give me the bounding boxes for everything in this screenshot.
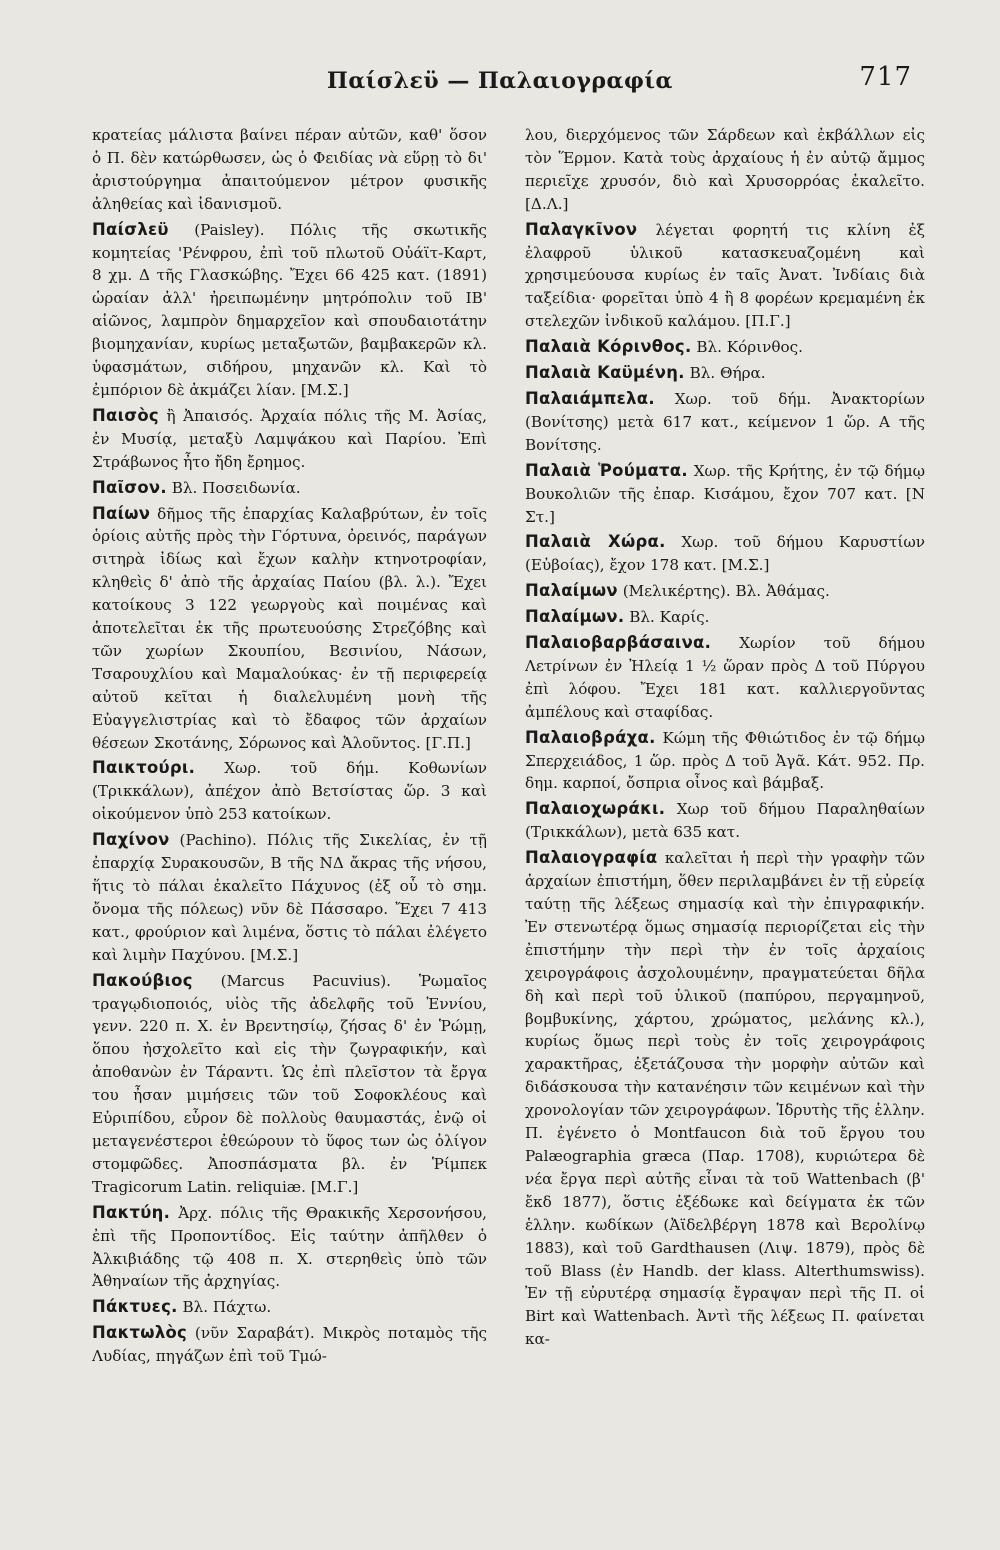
entry-text: Χωρ. τοῦ δήμ. Ἀνακτορίων (Βονίτσης) μετὰ 617 κατ., κείμενον 1 ὥρ. Α τῆς Βονίτσης. bbox=[525, 389, 926, 454]
dictionary-entry bbox=[525, 606, 925, 629]
entry-text: (Μελικέρτης). Βλ. Ἀθάμας. bbox=[622, 582, 830, 601]
dictionary-entry bbox=[92, 503, 487, 755]
entry-headword: Παλαιὰ Χώρα. bbox=[525, 532, 666, 552]
entry-headword: Παχίνον bbox=[92, 830, 170, 850]
dictionary-entry bbox=[92, 1202, 487, 1294]
dictionary-entry bbox=[525, 531, 925, 577]
entry-text: Χωρίον τοῦ δήμου Λετρίνων ἐν Ἠλείᾳ 1 ½ ὥραν πρὸς Δ τοῦ Πύργου ἐπὶ λόφου. Ἔχει 181 κατ. καλλιεργοῦντας ἀμπέλους καὶ σταφίδας. bbox=[525, 634, 925, 721]
entry-headword: Παίων bbox=[92, 503, 151, 523]
dictionary-entry bbox=[525, 124, 925, 216]
dictionary-entry bbox=[525, 847, 925, 1351]
dictionary-entry bbox=[525, 632, 925, 724]
entry-text: ἢ Ἀπαισός. Ἀρχαία πόλις τῆς Μ. Ἀσίας, ἐν Μυσίᾳ, μεταξὺ Λαμψάκου καὶ Παρίου. Ἐπὶ Στράβωνος ἦτο ἤδη ἔρημος. bbox=[92, 406, 487, 471]
entry-text: (Marcus Pacuvius). Ῥωμαῖος τραγῳδιοποιός, υἱὸς τῆς ἀδελφῆς τοῦ Ἐννίου, γενν. 220 π. Χ. ἐν Βρεντησίῳ, ζήσας δ' ἐν Ῥώμῃ, ὅπου ἠσχολεῖτο καὶ εἰς τὴν ζωγραφικήν, καὶ ἀποθανὼν ἐν Τάραντι. Ὡς ἐπὶ πλεῖστον τὰ ἔργα του ἦσαν μιμήσεις τῶν τοῦ Σοφοκλέους καὶ Εὐριπίδου, εὗρον δὲ πολλοὺς θαυμαστάς, ἐνῷ οἱ μεταγενέστεροι ἐθεώρουν τὸ ὕφος των ὡς ὀλίγον στομφῶδες. Ἀποσπάσματα βλ. ἐν Ῥίμπεκ Tragicorum Latin. reliquiæ. [Μ.Γ.] bbox=[92, 971, 487, 1196]
entry-headword: Πακτωλὸς bbox=[92, 1323, 188, 1343]
right-column bbox=[525, 124, 925, 1354]
dictionary-entry bbox=[525, 336, 925, 359]
dictionary-entry bbox=[92, 1296, 487, 1319]
dictionary-entry bbox=[92, 970, 487, 1199]
entry-headword: Παλαιογραφία bbox=[525, 848, 658, 868]
entry-text: (Pachino). Πόλις τῆς Σικελίας, ἐν τῇ ἐπαρχίᾳ Συρακουσῶν, Β τῆς ΝΔ ἄκρας τῆς νήσου, ἥτις τὸ πάλαι ἐκαλεῖτο Πάχυνος (ἐξ οὗ τὸ σημ. ὄνομα τῆς πόλεως) νῦν δὲ Πάσσαρο. Ἔχει 7 413 κατ., φρούριον καὶ λιμένα, ὅστις τὸ πάλαι ἐλέγετο καὶ λιμὴν Παχύνου. [Μ.Σ.] bbox=[92, 831, 487, 964]
entry-text: Χωρ τοῦ δήμου Παραληθαίων (Τρικκάλων), μετὰ 635 κατ. bbox=[525, 800, 925, 842]
entry-headword: Παλαίμων bbox=[525, 581, 618, 601]
page-number: 717 bbox=[859, 62, 912, 92]
entry-headword: Παλαίμων. bbox=[525, 607, 625, 627]
dictionary-entry bbox=[92, 477, 487, 500]
dictionary-entry bbox=[525, 798, 925, 844]
entry-text: Βλ. Κόρινθος. bbox=[696, 338, 803, 357]
dictionary-entry bbox=[525, 362, 925, 385]
entry-headword: Παλαγκῖνον bbox=[525, 219, 638, 239]
entry-text: Βλ. Καρίς. bbox=[629, 608, 710, 627]
running-title: Παίσλεϋ — Παλαιογραφία bbox=[327, 68, 673, 94]
dictionary-entry bbox=[525, 580, 925, 603]
entry-headword: Πακτύη. bbox=[92, 1202, 171, 1222]
entry-text: Ἀρχ. πόλις τῆς Θρακικῆς Χερσονήσου, ἐπὶ τῆς Προποντίδος. Εἰς ταύτην ἀπῆλθεν ὁ Ἀλκιβιάδης τῷ 408 π. Χ. στερηθεὶς ὑπὸ τῶν Ἀθηναίων τῆς ἀρχηγίας. bbox=[92, 1203, 488, 1291]
entry-text: κρατείας μάλιστα βαίνει πέραν αὐτῶν, καθ' ὅσον ὁ Π. δὲν κατώρθωσεν, ὡς ὁ Φειδίας νὰ εὕρῃ τὸ δι' ἀριστούργημα ἀπαιτούμενον μέτρον φυσικῆς ἀληθείας καὶ ἰδανισμοῦ. bbox=[92, 126, 487, 213]
entry-text: (Paisley). Πόλις τῆς σκωτικῆς κομητείας 'Ρένφρου, ἐπὶ τοῦ πλωτοῦ Οὐάϊτ-Καρτ, 8 χμ. Δ τῆς Γλασκώβης. Ἔχει 66 425 κατ. (1891) ὡραίαν ἀλλ' ἠρειπωμένην μητρόπολιν τοῦ ΙΒ' αἰῶνος, λαμπρὸν δημαρχεῖον καὶ σπουδαιοτάτην βιομηχανίαν, κυρίως μεταξωτῶν, βαμβακερῶν κλ. ὑφασμάτων, σιδήρου, μηχανῶν κλ. Καὶ τὸ ἐμπόριον δὲ ἀκμάζει λίαν. [Μ.Σ.] bbox=[92, 220, 487, 399]
dictionary-entry bbox=[525, 219, 925, 334]
entry-headword: Παλαιοχωράκι. bbox=[525, 799, 666, 819]
entry-text: δῆμος τῆς ἐπαρχίας Καλαβρύτων, ἐν τοῖς ὁρίοις αὐτῆς πρὸς τὴν Γόρτυνα, ὀρεινός, παράγων σιτηρὰ ἰδίως καὶ ἔχων καλὴν κτηνοτροφίαν, κληθεὶς δ' ἀπὸ τῆς ἀρχαίας Παίου (βλ. λ.). Ἔχει κατοίκους 3 122 γεωργοὺς καὶ ποιμένας καὶ ἀποτελεῖται ἐκ τῆς πρωτευούσης Στρεζόβης καὶ τῶν χωρίων Σκουπίου, Βεσινίου, Νάσων, Τσαρουχλίου καὶ Μαμαλούκας· ἐν τῇ περιφερείᾳ αὐτοῦ κεῖται ἡ διαλελυμένη μονὴ τῆς Εὐαγγελιστρίας καὶ τὸ ἔδαφος τῶν ἀρχαίων θέσεων Σκοτάνης, Σόρωνος καὶ Ἀλοῦντος. [Γ.Π.] bbox=[92, 504, 487, 752]
entry-text: Βλ. Θήρα. bbox=[689, 364, 766, 383]
entry-headword: Παῖσον. bbox=[92, 477, 167, 497]
entry-headword: Πάκτυες. bbox=[92, 1297, 178, 1317]
dictionary-entry bbox=[525, 388, 925, 457]
dictionary-entry bbox=[92, 829, 487, 966]
entry-text: Κώμη τῆς Φθιώτιδος ἐν τῷ δήμῳ Σπερχειάδος, 1 ὥρ. πρὸς Δ τοῦ Ἀγᾶ. Κάτ. 952. Πρ. δημ. καρποί, ὄσπρια οἶνος καὶ βάμβαξ. bbox=[525, 728, 925, 793]
entry-text: Χωρ. τοῦ δήμου Καρυστίων (Εὐβοίας), ἔχον 178 κατ. [Μ.Σ.] bbox=[525, 533, 925, 575]
dictionary-entry bbox=[92, 1322, 487, 1368]
entry-headword: Παλαιὰ Καϋμένη. bbox=[525, 363, 685, 383]
entry-text: Βλ. Ποσειδωνία. bbox=[171, 478, 301, 497]
entry-text: λου, διερχόμενος τῶν Σάρδεων καὶ ἐκβάλλων εἰς τὸν Ἕρμον. Κατὰ τοὺς ἀρχαίους ἡ ἐν αὐτῷ ἄμμος περιεῖχε χρυσόν, διὸ καὶ Χρυσορρόας ἐκαλεῖτο. [Δ.Λ.] bbox=[525, 126, 925, 213]
entry-text: Χωρ. τοῦ δήμ. Κοθωνίων (Τρικκάλων), ἀπέχον ἀπὸ Βετσίστας ὥρ. 3 καὶ οἰκούμενον ὑπὸ 253 κατοίκων. bbox=[92, 759, 488, 824]
entry-headword: Πακούβιος bbox=[92, 970, 193, 990]
entry-headword: Παικτούρι. bbox=[92, 758, 196, 778]
entry-text: καλεῖται ἡ περὶ τὴν γραφὴν τῶν ἀρχαίων ἐπιστήμη, ὅθεν περιλαμβάνει ἐν τῇ εὐρείᾳ ταύτῃ τῆς λέξεως σημασίᾳ καὶ τὴν ἐπιγραφικήν. Ἐν στενωτέρᾳ ὅμως σημασίᾳ περιορίζεται εἰς τὴν ἐπιστήμην τὴν περὶ τὴν ἐν τοῖς ἀρχαίοις χειρογράφοις ἀσχολουμένην, πραγματεύεται δῆλα δὴ καὶ περὶ τοῦ ὑλικοῦ (παπύρου, περγαμηνοῦ, βομβυκίνης, χάρτου, χρώματος, μελάνης κλ.), κυρίως ὅμως περὶ τοὺς ἐν τοῖς χειρογράφοις χαρακτῆρας, ἐξετάζουσα τὴν μορφὴν αὐτῶν καὶ διδάσκουσα τὴν κατανέησιν τῶν κειμένων καὶ τὴν χρονολογίαν τῶν χειρογράφων. Ἱδρυτὴς τῆς ἑλλην. Π. ἐγένετο ὁ Montfaucon διὰ τοῦ ἔργου του Palæographia græca (Παρ. 1708), κυριώτερα δὲ νέα ἔργα περὶ αὐτῆς εἶναι τὰ τοῦ Wattenbach (β' ἔκδ 1877), ὅστις ἐξέδωκε καὶ δείγματα ἐκ τῶν ἑλλην. κωδίκων (Ἀϊδελβέργη 1878 καὶ Βερολίνῳ 1883), καὶ τοῦ Gardthausen (Λιψ. 1879), πρὸς δὲ τοῦ Blass (ἐν Handb. der klass. Alterthumswiss). Ἐν τῇ εὐρυτέρᾳ σημασίᾳ ἔγραψαν περὶ τῆς Π. οἱ Birt καὶ Wattenbach. Ἀντὶ τῆς λέξεως Π. φαίνεται κα- bbox=[525, 849, 926, 1349]
entry-text: (νῦν Σαραβάτ). Μικρὸς ποταμὸς τῆς Λυδίας, πηγάζων ἐπὶ τοῦ Τμώ- bbox=[92, 1324, 487, 1366]
dictionary-entry bbox=[92, 757, 487, 826]
dictionary-entry bbox=[525, 727, 925, 796]
entry-text: λέγεται φορητή τις κλίνη ἐξ ἐλαφροῦ ὑλικοῦ κατασκευαζομένη καὶ χρησιμεύουσα κυρίως ἐν ταῖς Ἀνατ. Ἰνδίαις διὰ ταξείδια· φορεῖται ὑπὸ 4 ἢ 8 φορέων κρεμαμένη ἐκ στελεχῶν ἰνδικοῦ καλάμου. [Π.Γ.] bbox=[525, 220, 926, 331]
entry-headword: Παλαιὰ Ῥούματα. bbox=[525, 460, 688, 480]
entry-text: Βλ. Πάχτω. bbox=[182, 1298, 272, 1317]
entry-headword: Παλαιάμπελα. bbox=[525, 388, 655, 408]
entry-headword: Παισὸς bbox=[92, 405, 159, 425]
entry-headword: Παίσλεϋ bbox=[92, 219, 169, 239]
dictionary-entry bbox=[525, 460, 925, 529]
left-column bbox=[92, 124, 487, 1371]
dictionary-entry bbox=[92, 405, 487, 474]
dictionary-entry bbox=[92, 124, 487, 216]
entry-headword: Παλαιὰ Κόρινθος. bbox=[525, 337, 692, 357]
entry-headword: Παλαιοβράχα. bbox=[525, 727, 656, 747]
entry-headword: Παλαιοβαρβάσαινα. bbox=[525, 633, 712, 653]
entry-text: Χωρ. τῆς Κρήτης, ἐν τῷ δήμῳ Βουκολιῶν τῆς ἐπαρ. Κισάμου, ἔχον 707 κατ. [Ν Στ.] bbox=[525, 461, 925, 526]
dictionary-entry bbox=[92, 219, 487, 402]
